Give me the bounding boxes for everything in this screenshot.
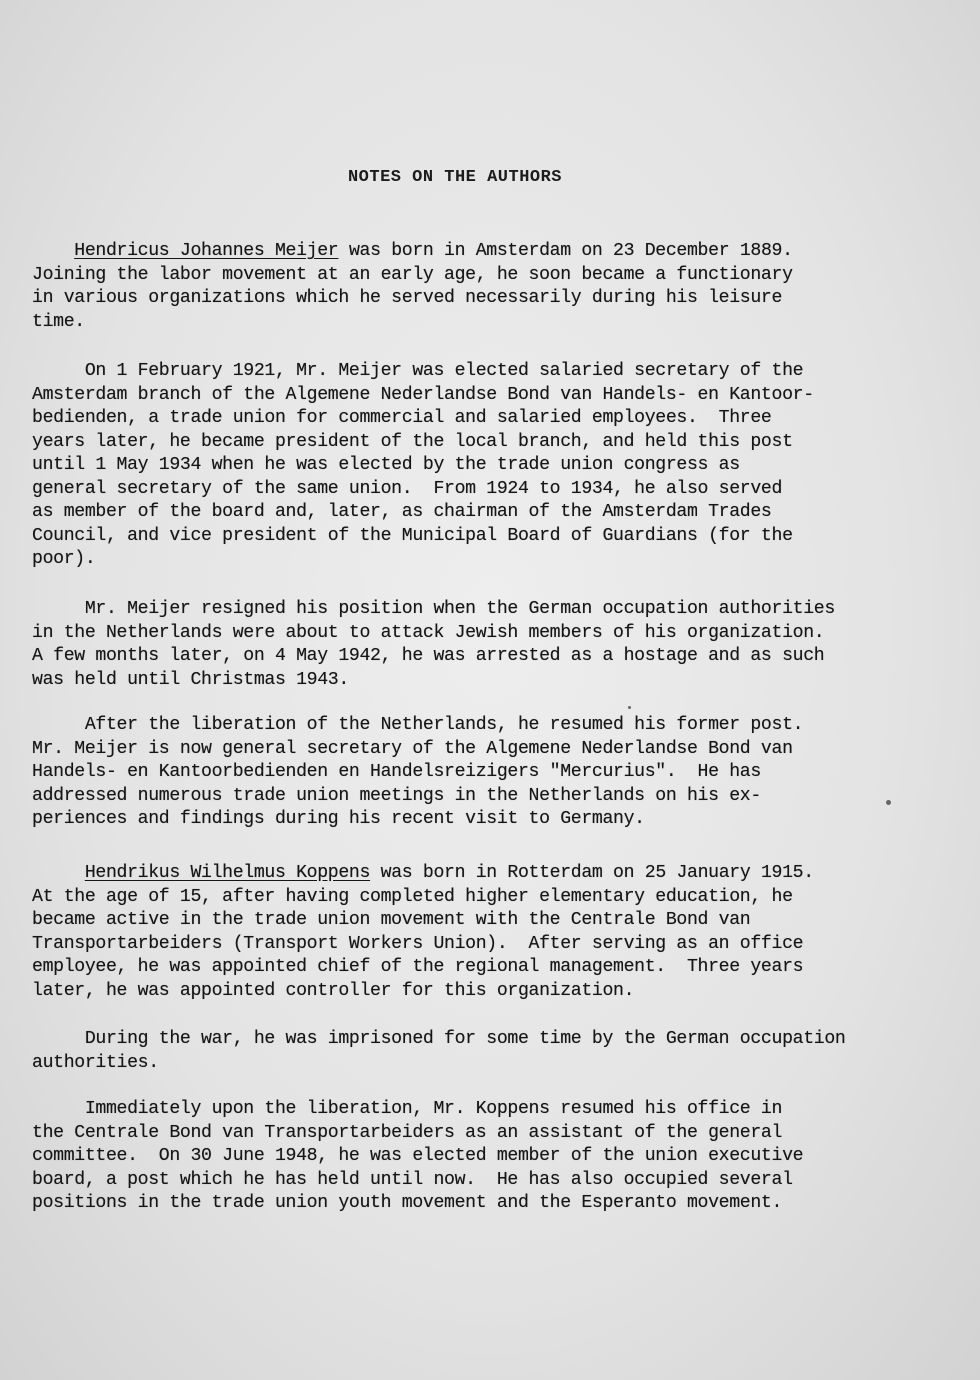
- text-line: board, a post which he has held until now. He has also occupied several: [32, 1169, 793, 1190]
- text-line: positions in the trade union youth movement and the Esperanto movement.: [32, 1193, 783, 1213]
- text-line: At the age of 15, after having completed higher elementary education, he: [32, 886, 793, 907]
- text-line: During the war, he was imprisoned for some time by the German occupation: [32, 1029, 846, 1049]
- text-line: bedienden, a trade union for commercial and salaried employees. Three: [32, 408, 772, 428]
- text-line: until 1 May 1934 when he was elected by the trade union congress as: [32, 455, 740, 475]
- paper-speck: [628, 706, 631, 709]
- paragraph: [32, 360, 942, 572]
- text-line: [32, 862, 942, 886]
- author-name: Hendricus Johannes Meijer: [74, 241, 339, 261]
- author-name: Hendrikus Wilhelmus Koppens: [84, 863, 371, 883]
- text-line: became active in the trade union movement with the Centrale Bond van: [32, 910, 751, 930]
- line-indent: [32, 863, 85, 883]
- text-line: Joining the labor movement at an early age, he soon became a functionary: [32, 264, 793, 285]
- text-line: Handels- en Kantoorbedienden en Handelsreizigers "Mercurius". He has: [32, 762, 761, 782]
- text-line: After the liberation of the Netherlands, he resumed his former post.: [32, 715, 804, 735]
- text-line: addressed numerous trade union meetings in the Netherlands on his ex-: [32, 785, 761, 806]
- paragraph: [32, 714, 942, 832]
- paragraph: [32, 598, 942, 692]
- text-line: Amsterdam branch of the Algemene Nederlandse Bond van Handels- en Kantoor-: [32, 384, 814, 405]
- text-line: Immediately upon the liberation, Mr. Koppens resumed his office in: [32, 1099, 783, 1119]
- text-line: the Centrale Bond van Transportarbeiders as an assistant of the general: [32, 1122, 783, 1143]
- text-line: authorities.: [32, 1052, 159, 1073]
- text-line: general secretary of the same union. From 1924 to 1934, he also served: [32, 478, 783, 499]
- text-line: was held until Christmas 1943.: [32, 669, 349, 690]
- paragraph: [32, 862, 942, 1003]
- text-line: as member of the board and, later, as chairman of the Amsterdam Trades: [32, 502, 772, 522]
- line-indent: [32, 241, 74, 261]
- text-line: committee. On 30 June 1948, he was elected member of the union executive: [32, 1146, 804, 1166]
- text-line: On 1 February 1921, Mr. Meijer was elected salaried secretary of the: [32, 361, 804, 381]
- paragraph: [32, 1028, 942, 1075]
- paragraph: [32, 1098, 942, 1216]
- text-line: Mr. Meijer resigned his position when the German occupation authorities: [32, 599, 835, 619]
- page-title: NOTES ON THE AUTHORS: [347, 168, 563, 187]
- text-line: [32, 240, 942, 264]
- text-line: in various organizations which he served necessarily during his leisure: [32, 288, 783, 308]
- text-line: periences and findings during his recent visit to Germany.: [32, 809, 645, 829]
- text-line: poor).: [32, 549, 96, 569]
- text-line: time.: [32, 311, 85, 332]
- text-line: employee, he was appointed chief of the regional management. Three years: [32, 957, 804, 977]
- text-line: in the Netherlands were about to attack Jewish members of his organization.: [32, 622, 825, 643]
- text-line: Council, and vice president of the Municipal Board of Guardians (for the: [32, 525, 793, 546]
- line-text: was born in Amsterdam on 23 December 1889.: [338, 241, 793, 261]
- line-text: was born in Rotterdam on 25 January 1915.: [370, 863, 814, 883]
- paper-speck: [886, 800, 891, 805]
- text-line: Transportarbeiders (Transport Workers Union). After serving as an office: [32, 933, 804, 954]
- text-line: A few months later, on 4 May 1942, he was arrested as a hostage and as such: [32, 646, 825, 666]
- text-line: Mr. Meijer is now general secretary of the Algemene Nederlandse Bond van: [32, 738, 793, 759]
- text-line: later, he was appointed controller for this organization.: [32, 980, 635, 1001]
- paragraph: [32, 240, 942, 334]
- text-line: years later, he became president of the local branch, and held this post: [32, 431, 793, 452]
